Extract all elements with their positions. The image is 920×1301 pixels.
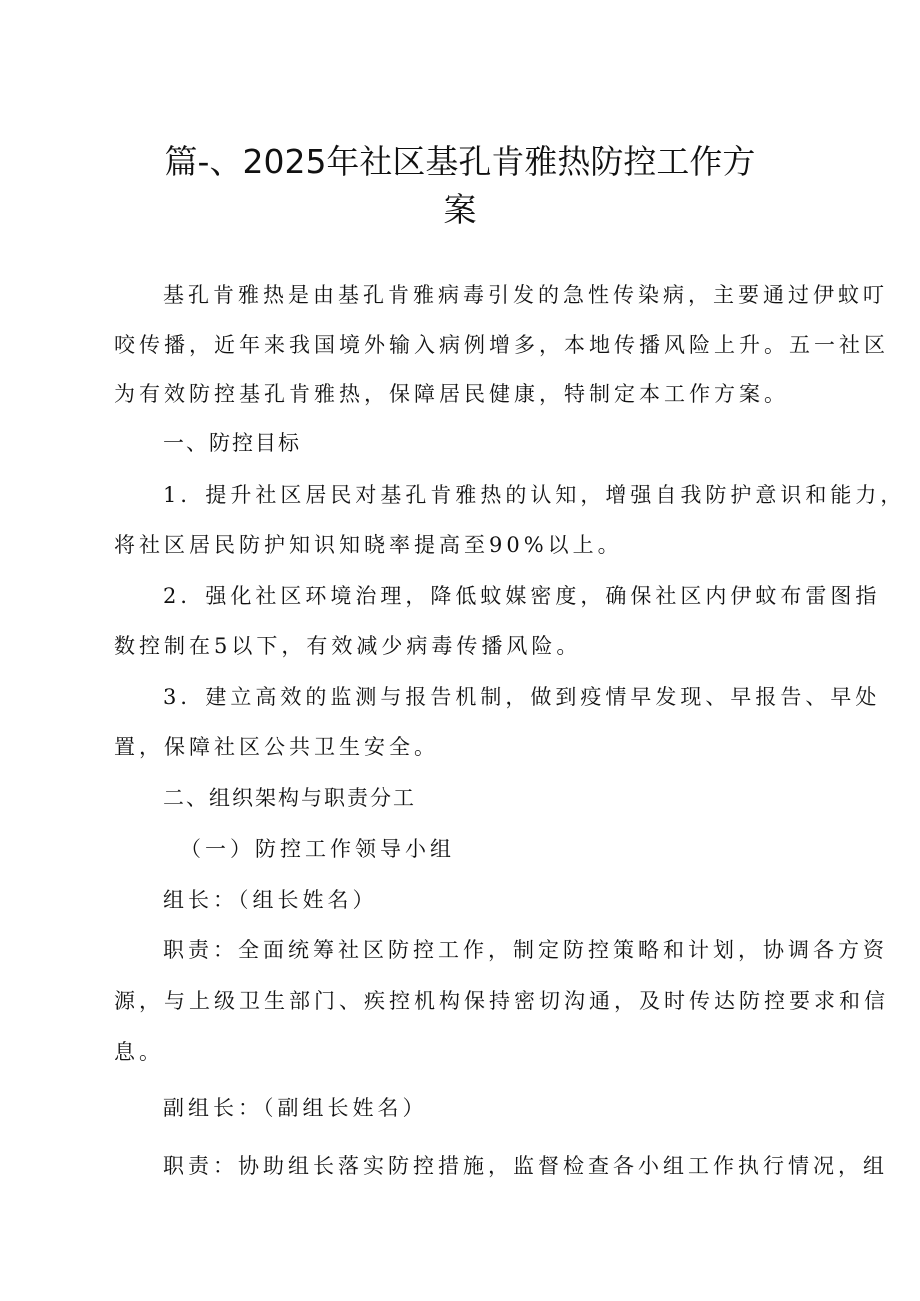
leader-line: 组长：（组长姓名） [163, 888, 378, 912]
goal-1-line-2: 将社区居民防护知识知晓率提高至90%以上。 [114, 533, 623, 557]
document-title-line-1: 篇-、2025年社区基孔肯雅热防控工作方 [164, 142, 756, 181]
intro-line-3: 为有效防控基孔肯雅热，保障居民健康，特制定本工作方案。 [114, 382, 789, 406]
deputy-duty-line-1: 职责：协助组长落实防控措施，监督检查各小组工作执行情况，组 [163, 1154, 888, 1178]
document-title-line-2: 案 [443, 190, 477, 229]
goal-1-line-1: 1．提升社区居民对基孔肯雅热的认知，增强自我防护意识和能力， [163, 483, 906, 507]
section-heading-goals: 一、防控目标 [163, 431, 301, 455]
goal-2-line-1: 2．强化社区环境治理，降低蚊媒密度，确保社区内伊蚊布雷图指 [163, 584, 881, 608]
section-heading-organization: 二、组织架构与职责分工 [163, 786, 416, 810]
leader-duty-line-3: 息。 [114, 1040, 164, 1064]
intro-line-2: 咬传播，近年来我国境外输入病例增多，本地传播风险上升。五一社区 [114, 333, 889, 357]
leader-duty-line-1: 职责：全面统筹社区防控工作，制定防控策略和计划，协调各方资 [163, 938, 888, 962]
intro-line-1: 基孔肯雅热是由基孔肯雅病毒引发的急性传染病，主要通过伊蚊叮 [163, 283, 888, 307]
goal-3-line-1: 3．建立高效的监测与报告机制，做到疫情早发现、早报告、早处 [163, 685, 881, 709]
leader-duty-line-2: 源，与上级卫生部门、疾控机构保持密切沟通，及时传达防控要求和信 [114, 989, 889, 1013]
goal-3-line-2: 置，保障社区公共卫生安全。 [114, 735, 439, 759]
goal-2-line-2: 数控制在5以下，有效减少病毒传播风险。 [114, 634, 582, 658]
deputy-leader-line: 副组长：（副组长姓名） [163, 1096, 428, 1120]
subsection-leadership-group: （一）防控工作领导小组 [180, 837, 455, 861]
